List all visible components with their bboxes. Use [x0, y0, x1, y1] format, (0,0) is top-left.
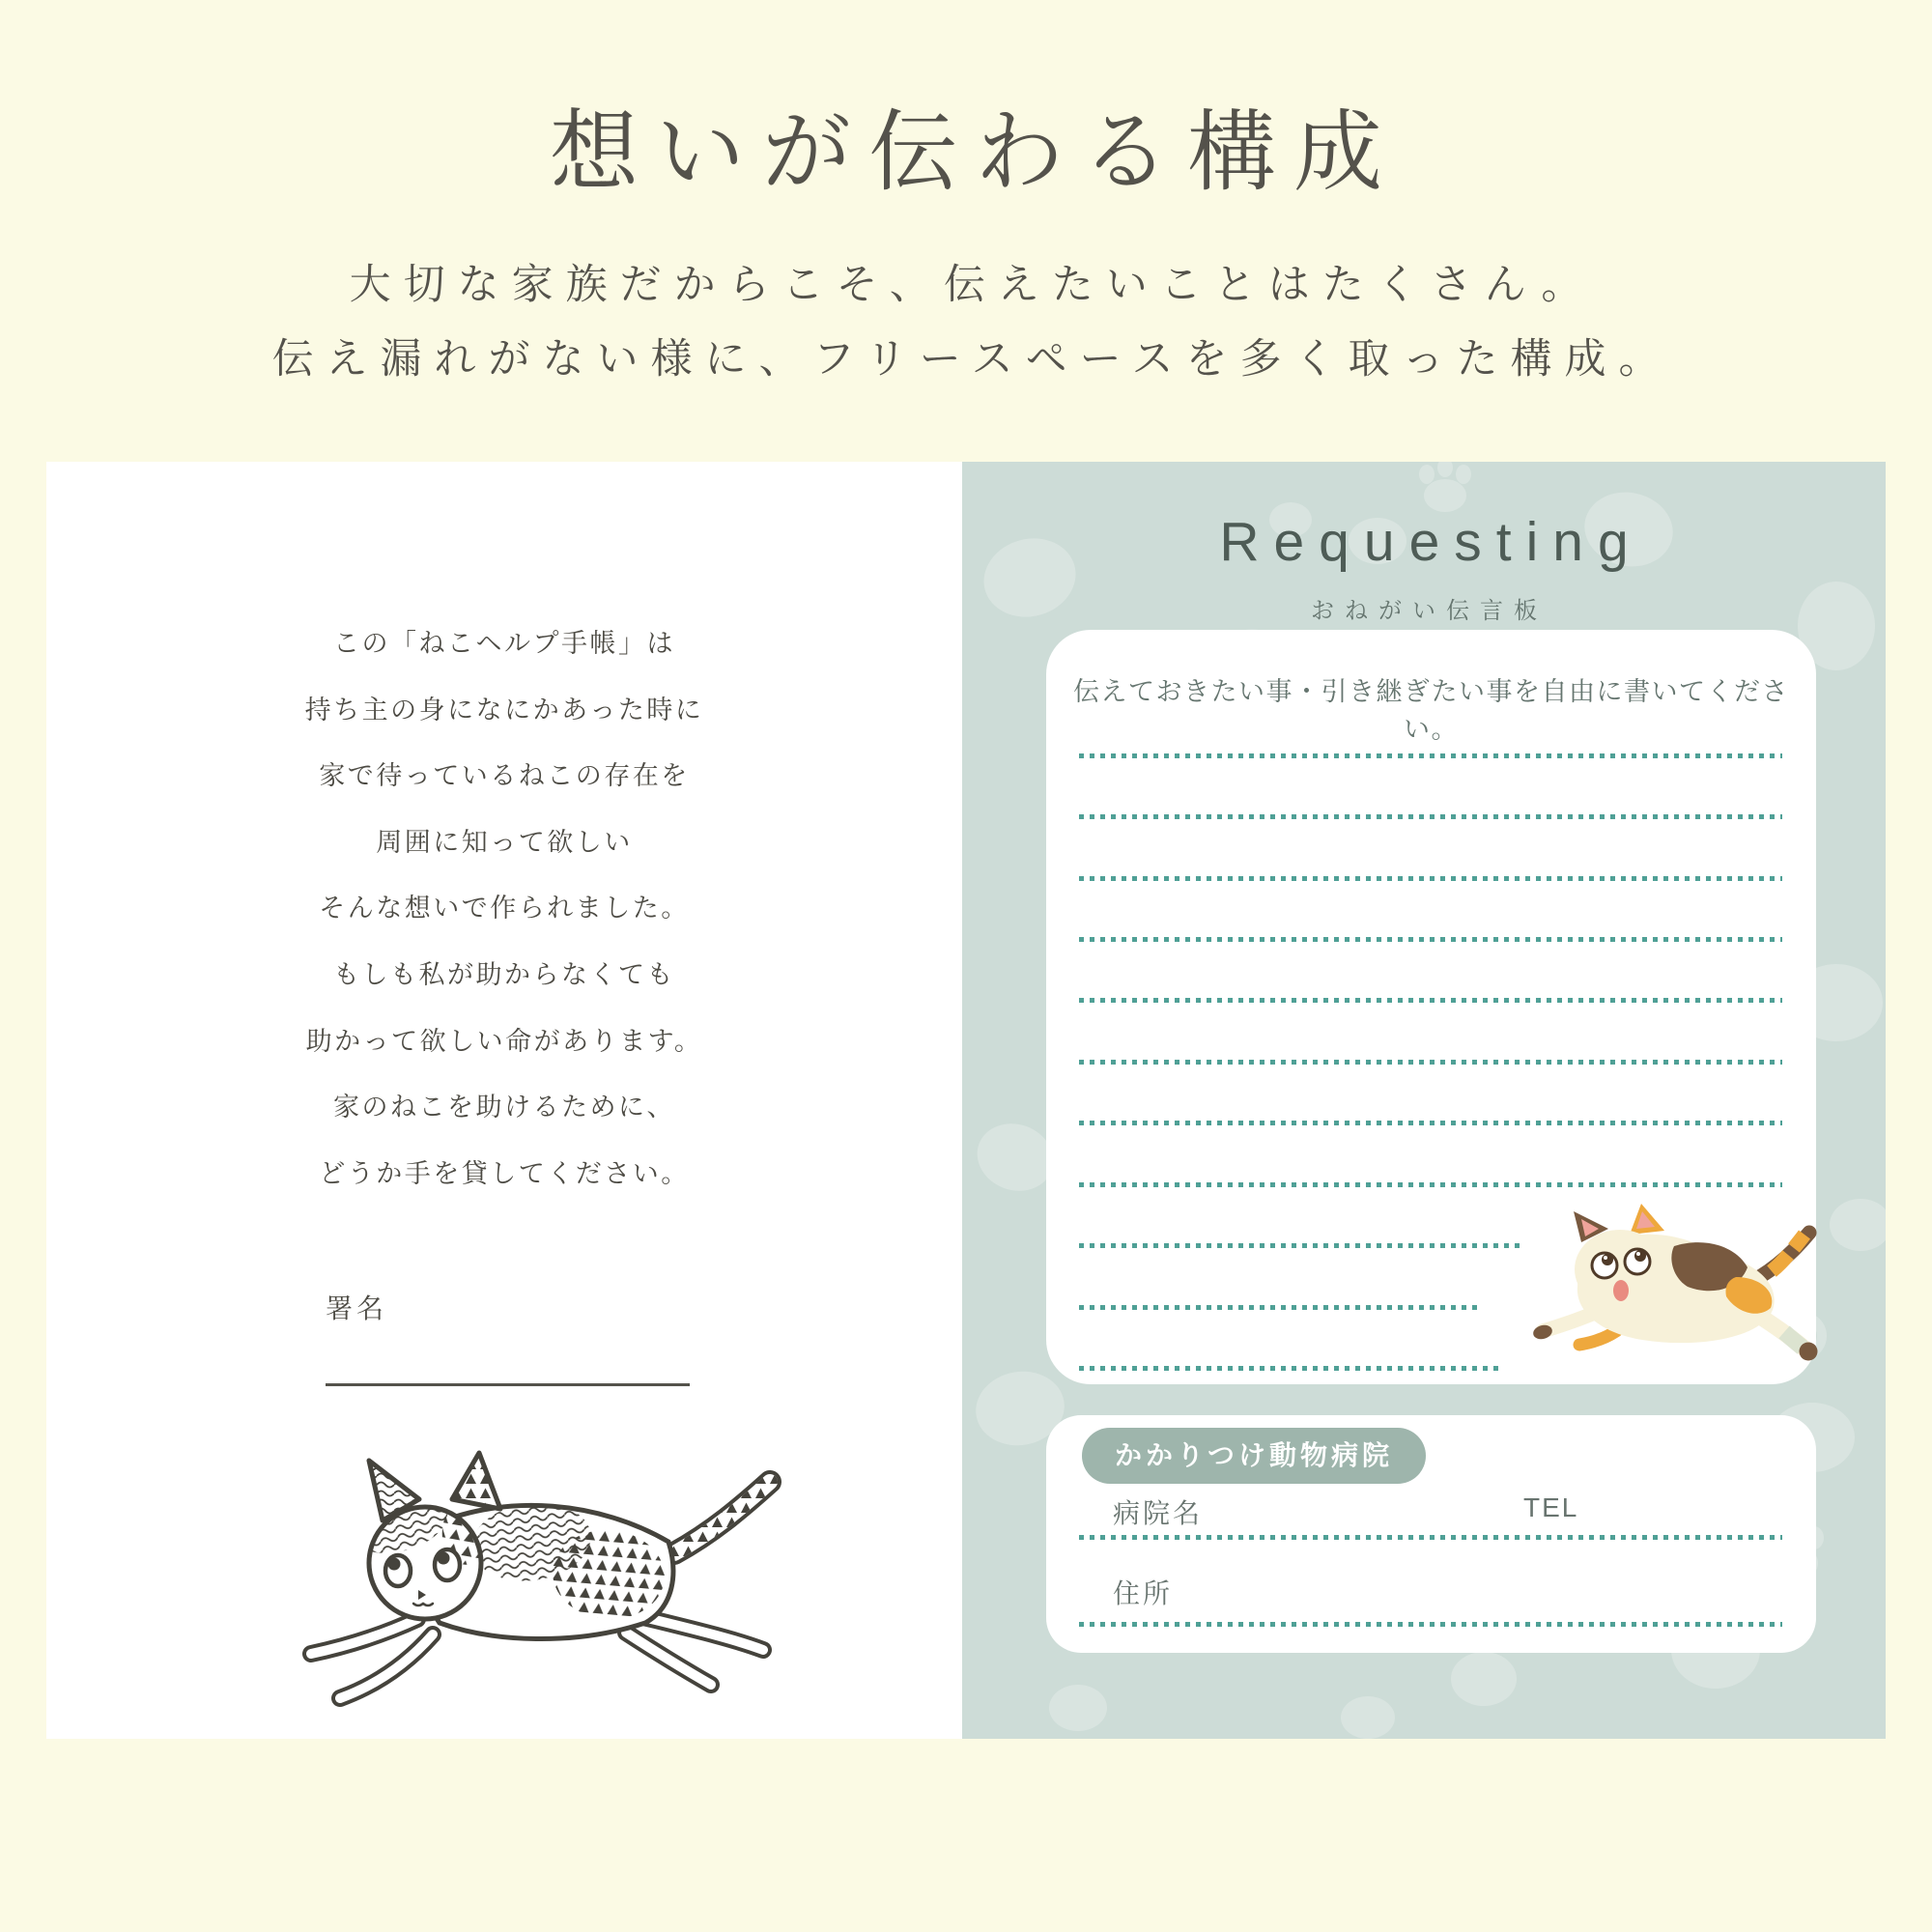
hospital-card	[1046, 1415, 1816, 1653]
poem-line: この「ねこヘルプ手帳」は	[333, 629, 675, 658]
writing-line	[1079, 998, 1782, 1003]
poem-line: 周囲に知って欲しい	[376, 827, 633, 857]
poem-line: 家で待っているねこの存在を	[319, 761, 690, 791]
signature-label: 署名	[326, 1293, 388, 1323]
writing-line	[1079, 1182, 1782, 1187]
writing-line	[1079, 1305, 1481, 1310]
notebook-left-page	[46, 462, 962, 1739]
writing-line	[1079, 1060, 1782, 1065]
writing-line	[1079, 1121, 1782, 1125]
writing-line	[1079, 937, 1782, 942]
hospital-name-line	[1079, 1535, 1782, 1540]
writing-line	[1079, 814, 1782, 819]
hospital-name-label: 病院名	[1113, 1498, 1204, 1528]
writing-line	[1079, 876, 1782, 881]
calico-cat-illustration	[1531, 1198, 1821, 1386]
page-subtitle-line1: 大切な家族だからこそ、伝えたいことはたくさん。	[349, 262, 1596, 308]
poem-line: 助かって欲しい命があります。	[305, 1026, 703, 1056]
free-space-instruction: 伝えておきたい事・引き継ぎたい事を自由に書いてください。	[1073, 677, 1789, 744]
poem-line: もしも私が助からなくても	[333, 959, 675, 989]
writing-line	[1079, 1243, 1522, 1248]
poem-line: 持ち主の身になにかあった時に	[304, 695, 704, 724]
poem-line: どうか手を貸してください。	[319, 1158, 690, 1188]
signature-line	[326, 1383, 690, 1386]
writing-line	[1079, 753, 1782, 758]
requesting-title: Requesting	[1219, 511, 1643, 573]
notebook-right-page	[962, 462, 1886, 1739]
tel-label: TEL	[1523, 1492, 1579, 1522]
address-label: 住所	[1113, 1578, 1174, 1608]
running-cat-line-illustration	[290, 1428, 792, 1729]
page-subtitle-line2: 伝え漏れがない様に、フリースペースを多く取った構成。	[271, 336, 1673, 383]
free-space-card	[1046, 630, 1816, 1384]
hospital-badge: かかりつけ動物病院	[1082, 1428, 1426, 1484]
poem-block	[46, 611, 962, 1207]
page-title: 想いが伝わる構成	[549, 103, 1400, 202]
poem-line: 家のねこを助けるために、	[333, 1093, 675, 1122]
requesting-subtitle: おねがい伝言板	[1311, 598, 1548, 624]
writing-line	[1079, 1366, 1499, 1371]
address-line	[1079, 1622, 1782, 1627]
poem-line: そんな想いで作られました。	[319, 894, 690, 923]
